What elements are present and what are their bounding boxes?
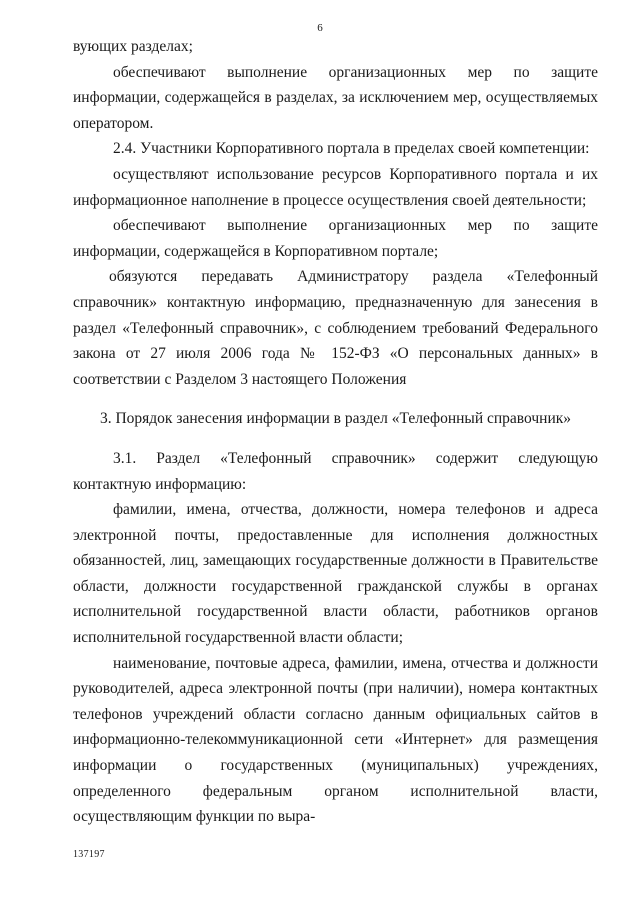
document-code: 137197 [73,849,105,860]
paragraph: наименование, почтовые адреса, фамилии, имена, отчества и должности руководителей, адреса электронной почты (при наличии), номера контактных телефонов учреждений области согласно данным официальных сайтов в информационно-телекоммуникационной сети «Интернет» для размещения информации о государственных (муниципальных) учреждениях, определенного федеральным органом исполнительной власти, осуществляющим функции по выра- [73,654,598,826]
paragraph-continuation: вующих разделах; [73,38,193,55]
paragraph: фамилии, имена, отчества, должности, номера телефонов и адреса электронной почты, предоставленные для исполнения должностных обязанностей, лиц, замещающих государственные должности в Правительстве области, должности государственной гражданской службы в органах исполнительной государственной власти области, работников органов исполнительной государственной власти области; [73,501,598,647]
paragraph: обеспечивают выполнение организационных мер по защите информации, содержащейся в Корпоративном портале; [73,217,598,260]
paragraph: обязуются передавать Администратору раздела «Телефонный справочник» контактную информацию, предназначенную для занесения в раздел «Телефонный справочник», с соблюдением требований Федерального закона от 27 июля 2006 года № 152-ФЗ «О персональных данных» в соответствии с Разделом 3 настоящего Положения [73,268,598,388]
paragraph: обеспечивают выполнение организационных мер по защите информации, содержащейся в разделах, за исключением мер, осуществляемых оператором. [73,63,598,132]
paragraph-clause-3-1: 3.1. Раздел «Телефонный справочник» содержит следующую контактную информацию: [73,449,598,493]
paragraph: осуществляют использование ресурсов Корпоративного портала и их информационное наполнение в процессе осуществления своей деятельности; [73,165,598,209]
section-title: 3. Порядок занесения информации в раздел «Телефонный справочник» [99,410,572,428]
paragraph-clause-2-4: 2.4. Участники Корпоративного портала в пределах своей компетенции: [113,140,590,158]
document-body [73,34,598,830]
page-number: 6 [317,22,323,34]
